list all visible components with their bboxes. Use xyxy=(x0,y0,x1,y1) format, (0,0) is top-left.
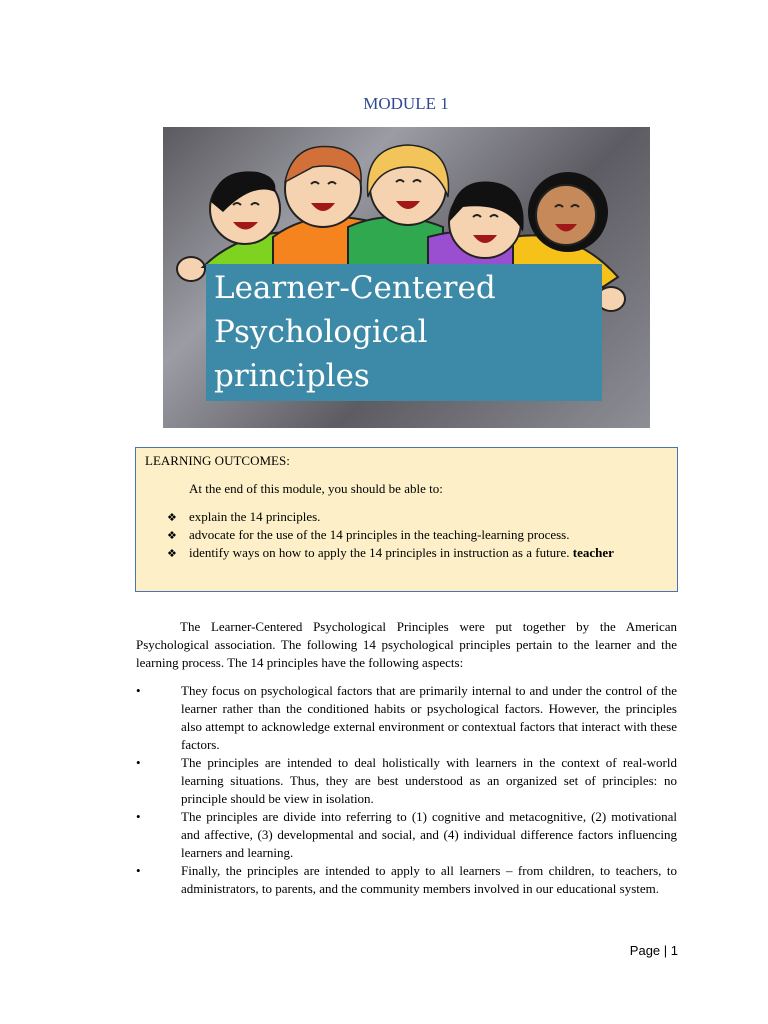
outcome-item: ❖ advocate for the use of the 14 principles in the teaching-learning process. xyxy=(167,526,614,544)
diamond-bullet-icon: ❖ xyxy=(167,547,177,560)
bullet-icon: • xyxy=(136,863,141,878)
outcome-item: ❖ identify ways on how to apply the 14 principles in instruction as a future. teacher xyxy=(167,544,614,562)
banner-title xyxy=(206,264,602,401)
bullet-icon: • xyxy=(136,809,141,824)
banner-image xyxy=(163,127,650,428)
outcomes-heading: LEARNING OUTCOMES: xyxy=(145,453,290,468)
aspect-item: • The principles are intended to deal holistically with learners in the context of real-world learning situations. Thus, they are best understood as an organized set of principles: no principle should be view in isolation. xyxy=(136,755,677,806)
diamond-bullet-icon: ❖ xyxy=(167,511,177,524)
aspect-item: • The principles are divide into referring to (1) cognitive and metacognitive, (2) motivational and affective, (3) developmental and social, and (4) individual difference factors influencing learners and learning. xyxy=(136,809,677,860)
learning-outcomes-box xyxy=(135,447,678,592)
outcome-bold-word: teacher xyxy=(572,545,614,560)
outcome-item: ❖ explain the 14 principles. xyxy=(167,508,614,526)
banner-line-3: principles xyxy=(214,358,370,394)
banner-line-2: Psychological xyxy=(214,314,428,350)
aspects-list xyxy=(136,682,677,898)
outcomes-list xyxy=(167,508,614,562)
aspect-item: • Finally, the principles are intended to apply to all learners – from children, to teachers, to administrators, to parents, and the community members involved in our educational system. xyxy=(136,863,677,896)
bullet-icon: • xyxy=(136,683,141,698)
banner-line-1: Learner-Centered xyxy=(214,270,496,306)
outcomes-intro: At the end of this module, you should be able to: xyxy=(189,481,443,496)
aspect-item: • They focus on psychological factors that are primarily internal to and under the control of the learner rather than the conditioned habits or psychological factors. However, the principles also attempt to acknowledge external environment or contextual factors that interact with these factors. xyxy=(136,683,677,752)
bullet-icon: • xyxy=(136,755,141,770)
module-title: MODULE 1 xyxy=(363,94,449,113)
page-number: Page | 1 xyxy=(629,943,678,958)
diamond-bullet-icon: ❖ xyxy=(167,529,177,542)
intro-paragraph: The Learner-Centered Psychological Principles were put together by the American Psychological association. The following 14 psychological principles pertain to the learner and the learning process. The 14 principles have the following aspects: xyxy=(136,619,677,670)
